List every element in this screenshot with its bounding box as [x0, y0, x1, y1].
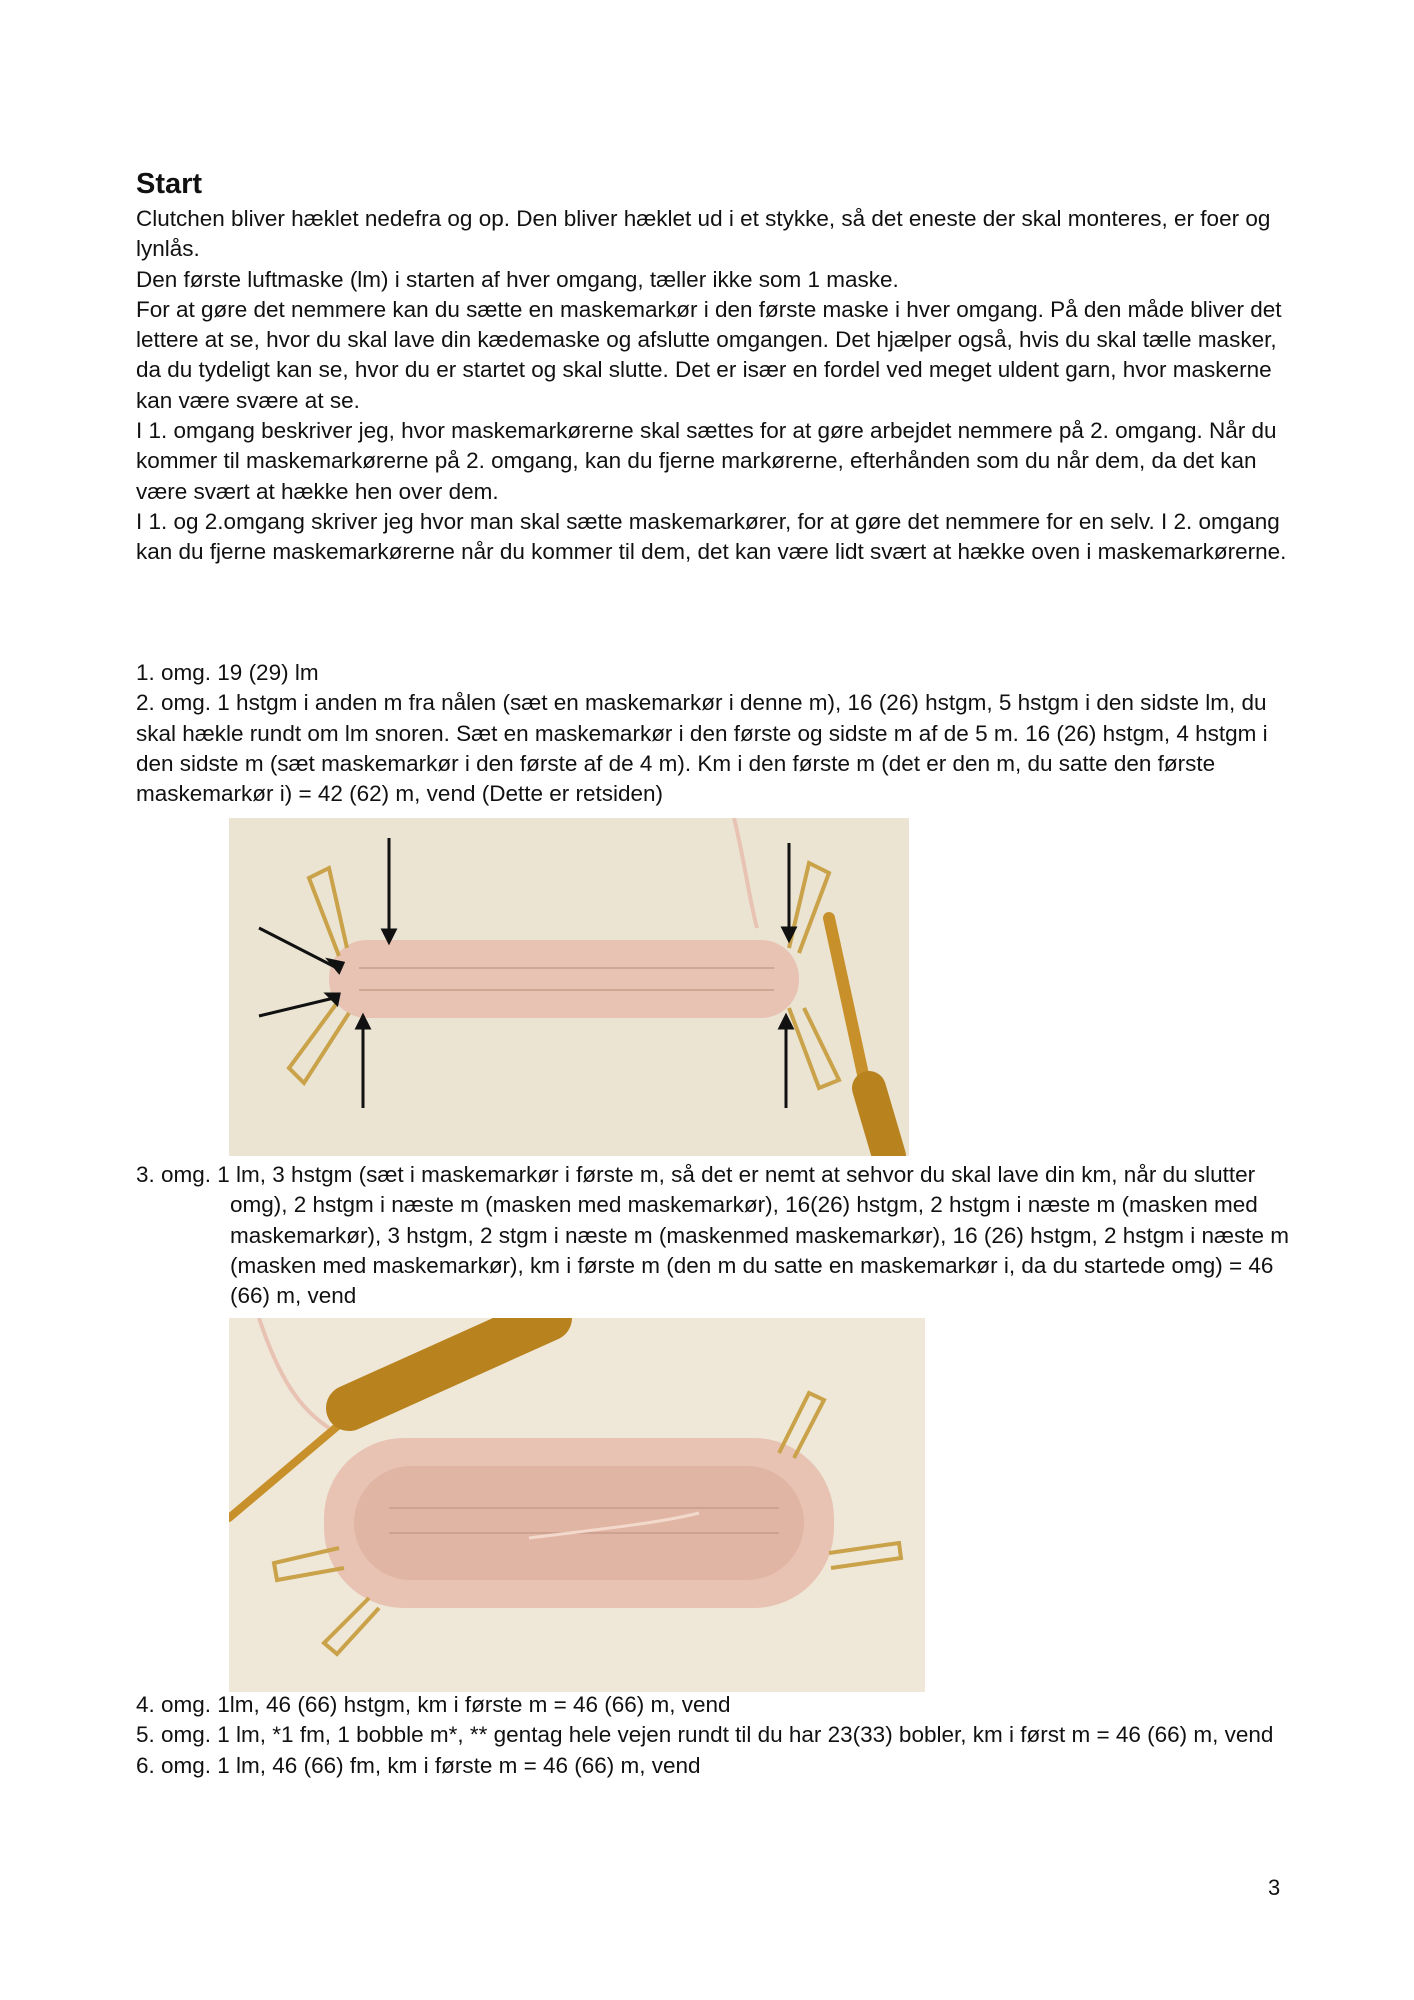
round-3-text	[136, 1160, 1296, 1311]
section-title: Start	[136, 168, 203, 200]
photo-round-2-markers	[229, 818, 909, 1156]
round-1: 1. omg. 19 (29) lm	[136, 660, 319, 685]
round-2: 2. omg. 1 hstgm i anden m fra nålen (sæt en maskemarkør i denne m), 16 (26) hstgm, 5 hstgm i den sidste lm, du skal hækle rundt om lm snoren. Sæt en maskemarkør i den første og sidste m af de 5 m. 16 (26) hstgm, 4 hstgm i den sidste m (sæt maskemarkør i den første af de 4 m). Km i den første m (det er den m, du satte den første maskemarkør i) = 42 (62) m, vend (Dette er retsiden)	[136, 690, 1268, 807]
round-4: 4. omg. 1lm, 46 (66) hstgm, km i første m = 46 (66) m, vend	[136, 1692, 731, 1717]
photo-round-3-oval	[229, 1318, 925, 1692]
rounds-1-2	[136, 658, 1296, 809]
intro-paragraph: I 1. omgang beskriver jeg, hvor maskemarkørerne skal sættes for at gøre arbejdet nemmere på 2. omgang. Når du kommer til maskemarkørerne på 2. omgang, kan du fjerne markørerne, efterhånden som du når dem, da det kan være svært at hække hen over dem.	[136, 418, 1277, 504]
round-5: 5. omg. 1 lm, *1 fm, 1 bobble m*, ** gentag hele vejen rundt til du har 23(33) bobler, km i først m = 46 (66) m, vend	[136, 1722, 1274, 1748]
round-3: 3. omg. 1 lm, 3 hstgm (sæt i maskemarkør i første m, så det er nemt at sehvor du skal lave din km, når du slutter omg), 2 hstgm i næste m (masken med maskemarkør), 16(26) hstgm, 2 hstgm i næste m (masken med maskemarkør), 3 hstgm, 2 stgm i næste m (maskenmed maskemarkør), 16 (26) hstgm, 2 hstgm i næste m (masken med maskemarkør), km i første m (den m du satte en maskemarkør i, da du startede omg) = 46 (66) m, vend	[136, 1162, 1290, 1309]
intro-text	[136, 204, 1296, 568]
page-number: 3	[1268, 1875, 1281, 1900]
intro-paragraph: For at gøre det nemmere kan du sætte en maskemarkør i den første maske i hver omgang. På den måde bliver det lettere at se, hvor du skal lave din kædemaske og afslutte omgangen. Det hjælper også, hvis du skal tælle masker, da du tydeligt kan se, hvor du er startet og skal slutte. Det er især en fordel ved meget uldent garn, hvor maskerne kan være svære at se.	[136, 296, 1282, 413]
intro-paragraph: I 1. og 2.omgang skriver jeg hvor man skal sætte maskemarkører, for at gøre det nemmere for en selv. I 2. omgang kan du fjerne maskemarkørerne når du kommer til dem, det kan være lidt svært at hække oven i maskemarkørerne.	[136, 508, 1287, 565]
rounds-4-6	[136, 1690, 1296, 1781]
round-6: 6. omg. 1 lm, 46 (66) fm, km i første m = 46 (66) m, vend	[136, 1752, 701, 1778]
intro-paragraph: Clutchen bliver hæklet nedefra og op. Den bliver hæklet ud i et stykke, så det eneste der skal monteres, er foer og lynlås.	[136, 206, 1271, 262]
intro-paragraph: Den første luftmaske (lm) i starten af hver omgang, tæller ikke som 1 maske.	[136, 266, 899, 292]
